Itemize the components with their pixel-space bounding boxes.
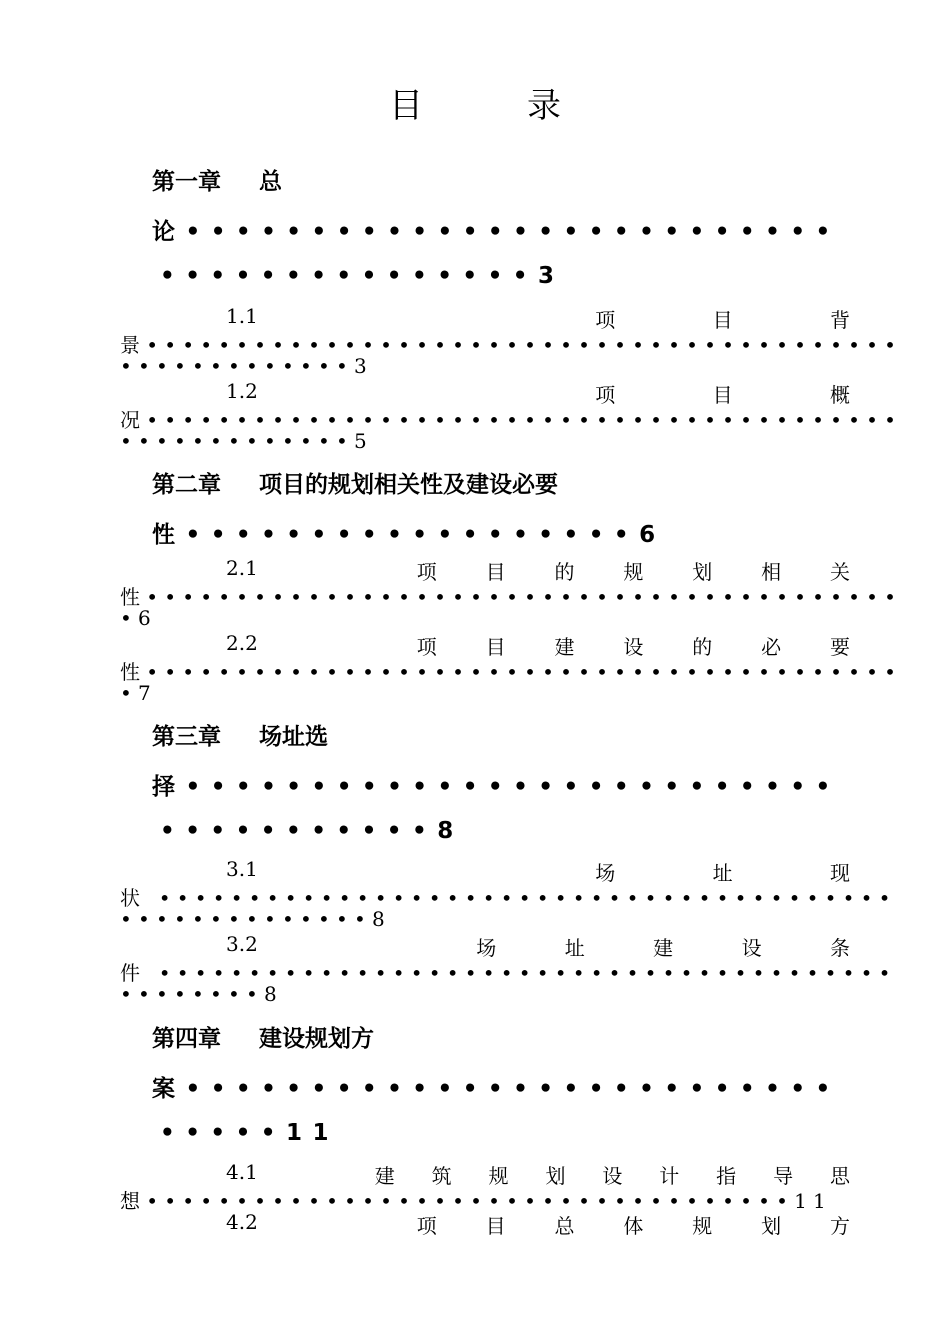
chapter-heading[interactable] xyxy=(152,1020,374,1053)
leader-dots-page: ••••••••••••••••••6 xyxy=(185,522,666,548)
section-char: 目 xyxy=(485,560,506,584)
section-char: 划 xyxy=(761,1214,782,1238)
section-char: 背 xyxy=(829,308,850,332)
leader-dots-page: •6 xyxy=(120,606,157,630)
section-char: 设 xyxy=(741,936,762,960)
section-leader xyxy=(120,656,902,685)
section-char: 要 xyxy=(829,635,850,659)
section-char: 的 xyxy=(554,560,575,584)
section-char: 现 xyxy=(829,861,850,885)
leader-dots-page: •7 xyxy=(120,681,157,705)
section-number: 4.2 xyxy=(226,1210,258,1234)
chapter-title-tail: 择 xyxy=(152,774,186,800)
section-leader xyxy=(120,581,902,610)
section-char: 建 xyxy=(653,936,674,960)
leader-dots: •••••••••••••••••••••••••• xyxy=(185,774,841,800)
chapter-title-tail: 论 xyxy=(152,219,186,245)
section-char: 规 xyxy=(692,1214,713,1238)
section-char: 体 xyxy=(623,1214,644,1238)
section-char: 规 xyxy=(488,1164,509,1188)
title-char: 目 xyxy=(389,86,423,126)
leader-dots-page: ••••••••••••••••••••••••••••••••••••11 xyxy=(146,1189,832,1213)
section-char: 筑 xyxy=(431,1164,452,1188)
section-char: 项 xyxy=(416,560,437,584)
leader-dots-page: •••••••••••••••3 xyxy=(160,263,565,289)
section-char: 设 xyxy=(602,1164,623,1188)
section-number: 4.1 xyxy=(226,1160,258,1184)
section-leader xyxy=(120,982,283,1006)
leader-dots: •••••••••••••••••••••••••••••••••••••••••• xyxy=(146,333,903,357)
section-char: 条 xyxy=(830,936,850,960)
section-char: 项 xyxy=(595,383,616,407)
section-number: 2.2 xyxy=(226,631,258,655)
chapter-leader xyxy=(160,263,565,289)
section-char: 景 xyxy=(120,333,147,357)
chapter-leader xyxy=(152,1070,841,1103)
section-char: 项 xyxy=(416,635,437,659)
section-char: 目 xyxy=(712,383,733,407)
section-char: 想 xyxy=(120,1189,147,1213)
section-char: 项 xyxy=(595,308,616,332)
chapter-label: 第二章 xyxy=(152,472,221,498)
section-char: 性 xyxy=(120,660,147,684)
section-char: 况 xyxy=(120,408,147,432)
section-char: 件 xyxy=(120,961,147,985)
chapter-label: 第三章 xyxy=(152,724,221,750)
leader-dots: •••••••••••••••••••••••••••••••••••••••••• xyxy=(146,585,903,609)
leader-dots-page: ••••••••8 xyxy=(120,982,283,1006)
chapter-leader xyxy=(152,516,666,549)
section-char: 思 xyxy=(829,1164,850,1188)
leader-dots-page: •••••••••••8 xyxy=(160,818,464,844)
chapter-title: 项目的规划相关性及建设必要 xyxy=(259,472,558,498)
section-char: 相 xyxy=(761,560,782,584)
section-char: 关 xyxy=(829,560,850,584)
section-char: 目 xyxy=(485,1214,506,1238)
section-char: 方 xyxy=(829,1214,850,1238)
leader-dots: ••••••••••••••••••••••••••••••••••••••••• xyxy=(158,886,897,910)
section-char: 指 xyxy=(716,1164,737,1188)
leader-dots: ••••••••••••••••••••••••••••••••••••••••• xyxy=(158,961,897,985)
title-char: 录 xyxy=(527,86,561,126)
chapter-heading[interactable] xyxy=(152,163,282,196)
chapter-leader xyxy=(152,213,841,246)
section-char: 建 xyxy=(554,635,575,659)
section-char: 计 xyxy=(659,1164,680,1188)
chapter-title: 场址选 xyxy=(259,724,328,750)
section-char: 项 xyxy=(416,1214,437,1238)
section-char: 必 xyxy=(761,635,782,659)
section-char: 性 xyxy=(120,585,147,609)
section-char: 概 xyxy=(829,383,850,407)
section-char: 规 xyxy=(623,560,644,584)
chapter-title-tail: 性 xyxy=(152,522,186,548)
section-char: 状 xyxy=(120,886,147,910)
section-char: 建 xyxy=(374,1164,395,1188)
chapter-leader xyxy=(152,768,841,801)
toc-title xyxy=(0,78,950,127)
leader-dots: •••••••••••••••••••••••••••••••••••••••••• xyxy=(146,660,903,684)
section-leader xyxy=(120,429,373,453)
section-number: 1.2 xyxy=(226,379,258,403)
leader-dots: •••••••••••••••••••••••••••••••••••••••••• xyxy=(146,408,903,432)
section-char: 划 xyxy=(545,1164,566,1188)
section-leader xyxy=(120,606,157,630)
section-char: 目 xyxy=(712,308,733,332)
section-char: 划 xyxy=(692,560,713,584)
section-char: 址 xyxy=(564,936,585,960)
section-leader xyxy=(120,354,373,378)
chapter-heading[interactable] xyxy=(152,466,558,499)
section-char: 设 xyxy=(623,635,644,659)
leader-dots: •••••••••••••••••••••••••• xyxy=(185,219,841,245)
section-leader xyxy=(120,681,157,705)
chapter-leader xyxy=(160,1120,339,1146)
section-number: 3.1 xyxy=(226,857,258,881)
section-char: 总 xyxy=(554,1214,575,1238)
section-leader xyxy=(120,907,391,931)
chapter-title-tail: 案 xyxy=(152,1076,186,1102)
section-char: 导 xyxy=(773,1164,794,1188)
leader-dots-page: ••••••••••••••8 xyxy=(120,907,391,931)
section-char: 的 xyxy=(692,635,713,659)
chapter-title: 建设规划方 xyxy=(259,1026,374,1052)
section-char: 址 xyxy=(712,861,733,885)
section-char: 目 xyxy=(485,635,506,659)
leader-dots-page: •••••••••••••5 xyxy=(120,429,373,453)
chapter-heading[interactable] xyxy=(152,718,328,751)
section-number: 3.2 xyxy=(226,932,258,956)
chapter-title: 总 xyxy=(259,169,282,195)
chapter-leader xyxy=(160,818,464,844)
chapter-label: 第一章 xyxy=(152,169,221,195)
leader-dots: •••••••••••••••••••••••••• xyxy=(185,1076,841,1102)
section-char: 场 xyxy=(476,936,497,960)
section-char: 场 xyxy=(595,861,616,885)
section-entry[interactable] xyxy=(226,1210,850,1239)
chapter-label: 第四章 xyxy=(152,1026,221,1052)
leader-dots-page: •••••••••••••3 xyxy=(120,354,373,378)
leader-dots-page: •••••11 xyxy=(160,1120,340,1146)
section-number: 2.1 xyxy=(226,556,258,580)
section-number: 1.1 xyxy=(226,304,258,328)
